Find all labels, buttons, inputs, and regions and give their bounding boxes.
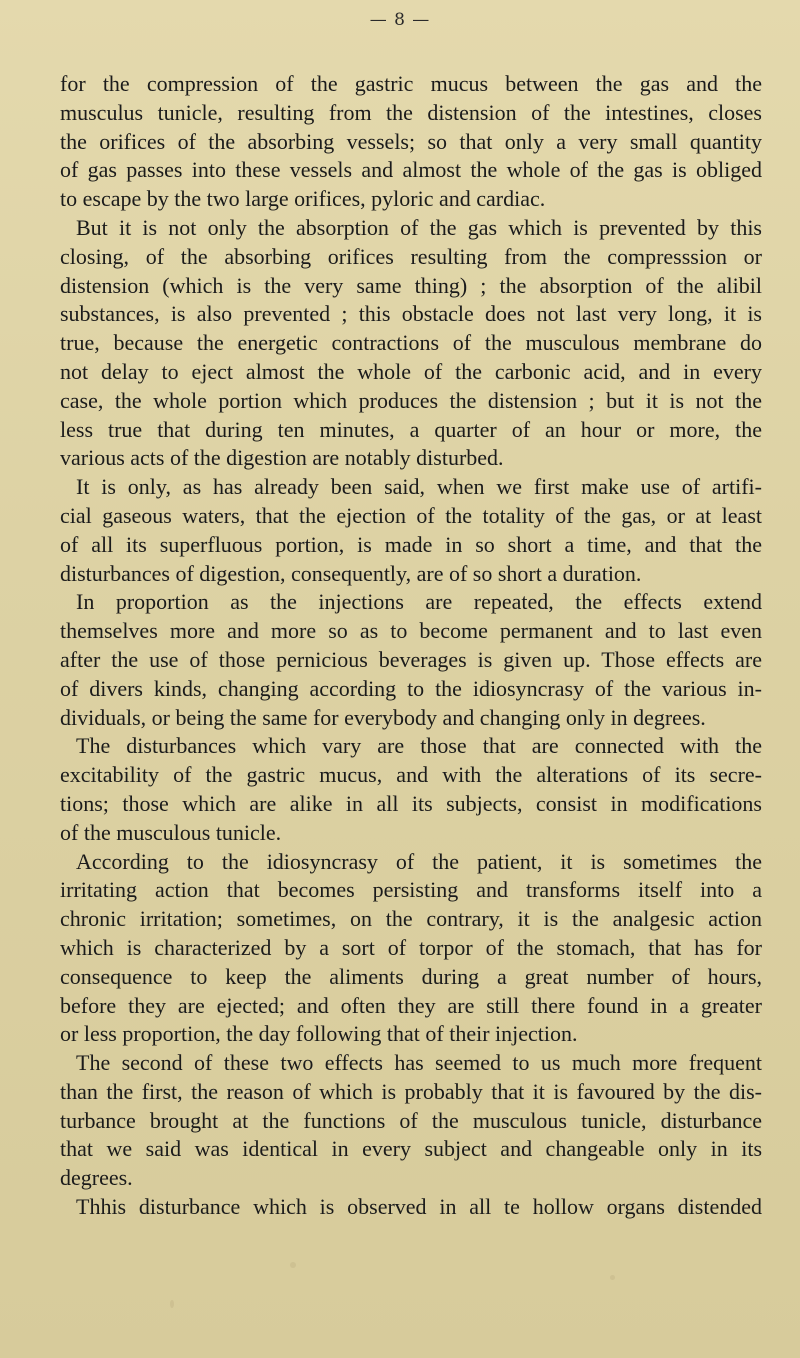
- text-line: of divers kinds, changing according to the idiosyncrasy of the various in-: [60, 675, 762, 701]
- text-line: of gas passes into these vessels and almost the whole of the gas is obliged: [60, 157, 762, 183]
- paper-speck: [170, 1300, 174, 1308]
- text-line: Thhis disturbance which is observed in all te hollow organs distended: [76, 1194, 762, 1220]
- text-line: excitability of the gastric mucus, and with the alterations of its secre-: [60, 762, 762, 788]
- text-line: consequence to keep the aliments during a great number of hours,: [60, 963, 762, 989]
- text-line: irritating action that becomes persisting and transforms itself into a: [60, 877, 762, 903]
- text-line: But it is not only the absorption of the gas which is prevented by this: [76, 214, 762, 240]
- text-line: It is only, as has already been said, when we first make use of artifi-: [76, 474, 762, 500]
- text-line: According to the idiosyncrasy of the patient, it is sometimes the: [76, 848, 762, 874]
- text-line: the orifices of the absorbing vessels; so that only a very small quantity: [60, 128, 762, 154]
- paper-speck: [610, 1275, 615, 1280]
- text-line: The second of these two effects has seemed to us much more frequent: [76, 1050, 762, 1076]
- text-line: musculus tunicle, resulting from the distension of the intestines, closes: [60, 99, 762, 125]
- text-line: less true that during ten minutes, a quarter of an hour or more, the: [60, 416, 762, 442]
- text-line: which is characterized by a sort of torpor of the stomach, that has for: [60, 934, 762, 960]
- text-line: various acts of the digestion are notably disturbed.: [60, 445, 504, 471]
- text-line: or less proportion, the day following that of their injection.: [60, 1021, 578, 1047]
- text-line: substances, is also prevented ; this obstacle does not last very long, it is: [60, 301, 762, 327]
- text-line: closing, of the absorbing orifices resulting from the compresssion or: [60, 243, 762, 269]
- body-text: [60, 70, 762, 1222]
- text-line: true, because the energetic contractions of the musculous membrane do: [60, 330, 762, 356]
- text-line: degrees.: [60, 1165, 133, 1191]
- text-line: The disturbances which vary are those that are connected with the: [76, 733, 762, 759]
- text-line: not delay to eject almost the whole of the carbonic acid, and in every: [60, 358, 762, 384]
- text-line: of the musculous tunicle.: [60, 819, 282, 845]
- text-line: after the use of those pernicious beverages is given up. Those effects are: [60, 646, 762, 672]
- text-line: than the first, the reason of which is probably that it is favoured by the dis-: [60, 1078, 762, 1104]
- text-line: chronic irritation; sometimes, on the contrary, it is the analgesic action: [60, 906, 762, 932]
- text-line: to escape by the two large orifices, pyloric and cardiac.: [60, 186, 546, 212]
- text-line: distension (which is the very same thing) ; the absorption of the alibil: [60, 272, 762, 298]
- text-line: for the compression of the gastric mucus between the gas and the: [60, 71, 762, 96]
- text-line: that we said was identical in every subject and changeable only in its: [60, 1136, 762, 1162]
- text-line: case, the whole portion which produces the distension ; but it is not the: [60, 387, 762, 413]
- text-line: In proportion as the injections are repeated, the effects extend: [76, 589, 762, 615]
- text-line: themselves more and more so as to become permanent and to last even: [60, 618, 762, 644]
- page-number: — 8 —: [369, 10, 431, 30]
- paper-speck: [290, 1262, 296, 1268]
- text-line: cial gaseous waters, that the ejection of the totality of the gas, or at least: [60, 502, 762, 528]
- text-line: tions; those which are alike in all its subjects, consist in modifications: [60, 790, 762, 816]
- text-line: before they are ejected; and often they are still there found in a greater: [60, 992, 762, 1018]
- text-line: disturbances of digestion, consequently, are of so short a duration.: [60, 560, 642, 586]
- text-line: of all its superfluous portion, is made in so short a time, and that the: [60, 531, 762, 557]
- text-line: turbance brought at the functions of the musculous tunicle, disturbance: [60, 1107, 762, 1133]
- text-line: dividuals, or being the same for everybody and changing only in degrees.: [60, 704, 706, 730]
